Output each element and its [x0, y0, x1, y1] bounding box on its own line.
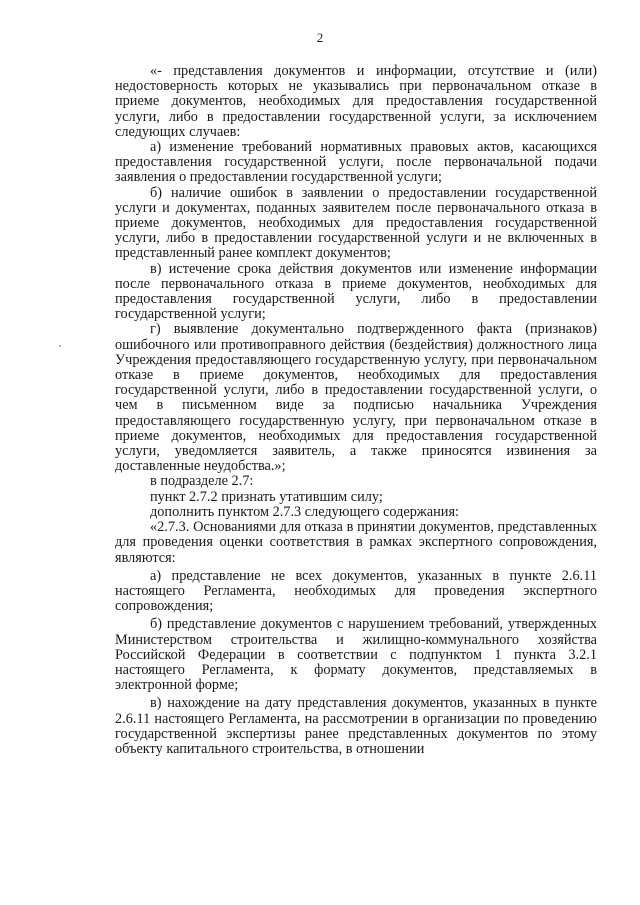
paragraph-ground-v: в) нахождение на дату представления документов, указанных в пункте 2.6.11 настоящего Регламента, на рассмотрении в организации по проведению государственной экспертизы ранее представленных документов по этому объекту капитального строительства, в отношении: [115, 695, 597, 757]
paragraph-item-a: а) изменение требований нормативных правовых актов, касающихся предоставления государственной услуги, после первоначальной подачи заявления о предоставлении государственной услуги;: [115, 139, 597, 186]
paragraph-clause-2-7-3: «2.7.3. Основаниями для отказа в принятии документов, представленных для проведения оценки соответствия в рамках экспертного сопровождения, являются:: [115, 519, 597, 566]
page-number: 2: [316, 30, 324, 45]
paragraph-subsection: в подразделе 2.7:: [150, 473, 254, 490]
paragraph-item-v: в) истечение срока действия документов или изменение информации после первоначального отказа в приеме документов, необходимых для предоставления государственной услуги, либо в предоставлении государственной услуги;: [115, 260, 597, 323]
paragraph-item-g: г) выявление документально подтвержденного факта (признаков) ошибочного или противоправного действия (бездействия) должностного лица Учреждения предоставляющего государственную услугу, при первоначальном отказе в приеме документов, необходимых для предоставления государственной услуги, либо в предоставлении государственной услуги, о чем в письменном виде за подписью начальника Учреждения предоставляющего государственную услугу, при первоначальном отказе в приеме документов, необходимых для предоставления государственной услуги, уведомляется заявитель, а также приносятся извинения за доставленные неудобства.»;: [115, 321, 597, 475]
document-body: [115, 64, 597, 757]
paragraph-item-b: б) наличие ошибок в заявлении о предоставлении государственной услуги и документах, поданных заявителем после первоначального отказа в приеме документов, необходимых для предоставления государственной услуги, либо в предоставлении государственной услуги и не включенных в представленный ранее комплект документов;: [115, 184, 597, 262]
paragraph-clause-add: дополнить пунктом 2.7.3 следующего содержания:: [150, 503, 459, 520]
paragraph-intro: «- представления документов и информации, отсутствие и (или) недостоверность которых не указывались при первоначальном отказе в приеме документов, необходимых для предоставления государственной услуги, либо в предоставлении государственной услуги, за исключением следующих случаев:: [115, 63, 597, 140]
paragraph-clause-repeal: пункт 2.7.2 признать утатившим силу;: [150, 488, 383, 505]
paragraph-ground-b: б) представление документов с нарушением требований, утвержденных Министерством строительства и жилищно-коммунального хозяйства Российской Федерации в соответствии с подпунктом 1 пункта 3.2.1 настоящего Регламента, к формату документов, представляемых в электронной форме;: [115, 616, 597, 694]
margin-dot: [59, 345, 61, 347]
paragraph-ground-a: а) представление не всех документов, указанных в пункте 2.6.11 настоящего Регламента, необходимых для проведения экспертного сопровождения;: [115, 567, 597, 615]
